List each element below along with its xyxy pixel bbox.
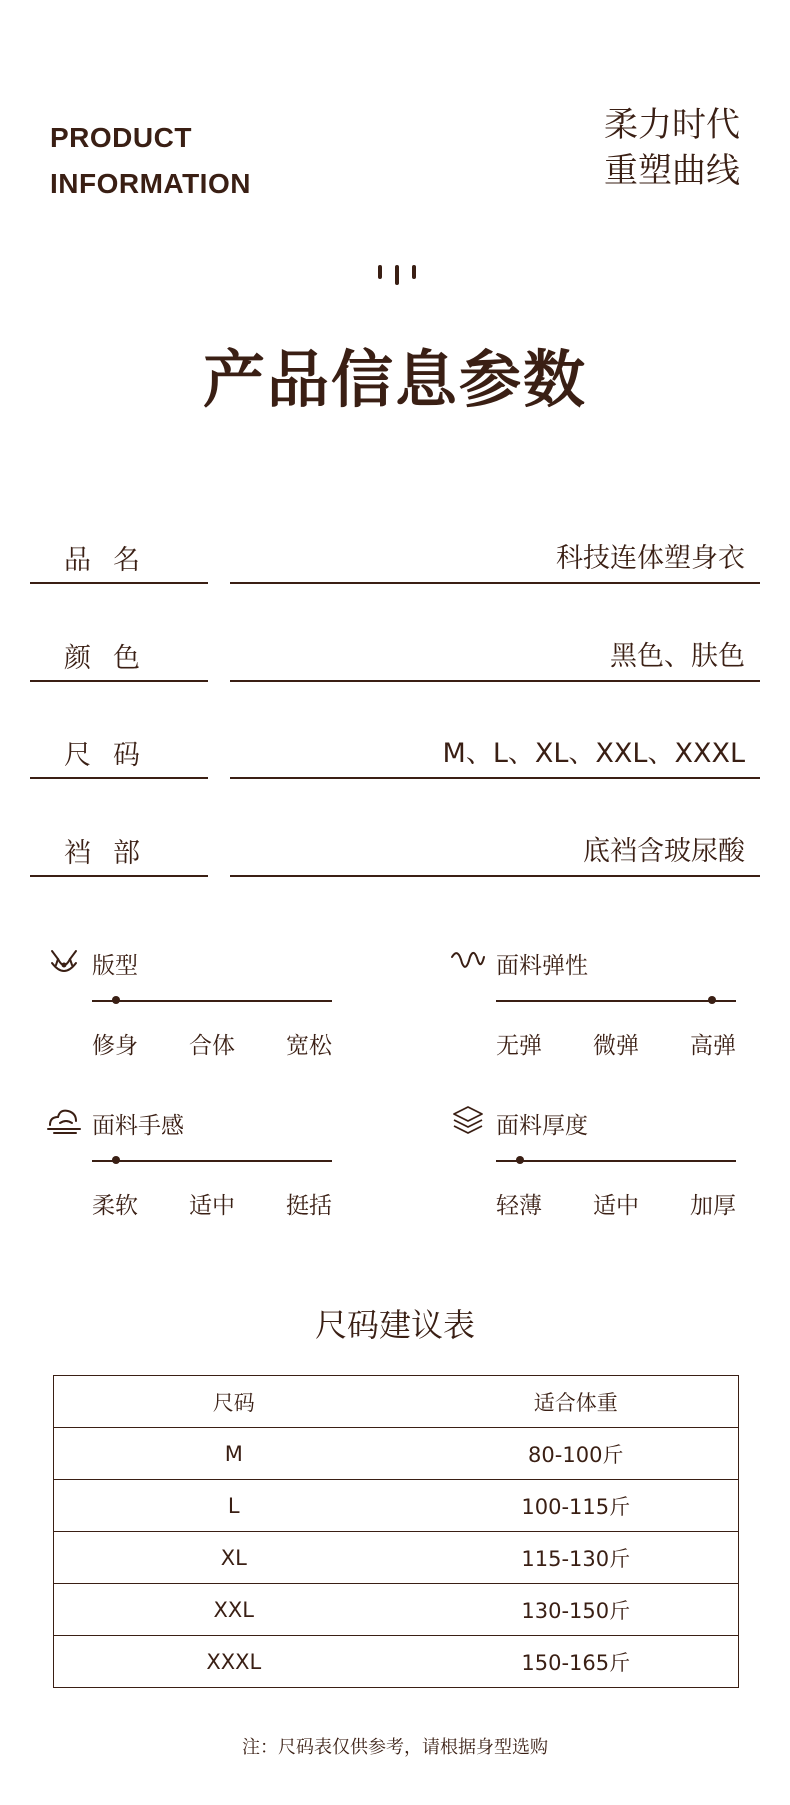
divider bbox=[230, 680, 760, 682]
table-cell: 100-115斤 bbox=[414, 1480, 739, 1532]
header-en-line2: INFORMATION bbox=[50, 168, 251, 199]
info-row-crotch bbox=[0, 813, 790, 911]
scale-marker bbox=[708, 996, 716, 1004]
scale-options bbox=[92, 1027, 332, 1060]
scale-option: 宽松 bbox=[286, 1033, 332, 1059]
header-slogan bbox=[604, 102, 740, 194]
scale-marker bbox=[112, 1156, 120, 1164]
table-cell: XL bbox=[54, 1532, 414, 1584]
slogan-line2: 重塑曲线 bbox=[604, 151, 740, 191]
footnote: 注：尺码表仅供参考，请根据身型选购 bbox=[242, 1737, 548, 1758]
table-cell: M bbox=[54, 1428, 414, 1480]
attr-title: 面料弹性 bbox=[496, 953, 588, 979]
table-cell: XXL bbox=[54, 1584, 414, 1636]
header-english-title bbox=[50, 115, 251, 207]
attr-elasticity bbox=[450, 943, 770, 1083]
divider bbox=[30, 875, 208, 877]
stretch-wave-icon bbox=[450, 943, 486, 979]
scale-option: 加厚 bbox=[690, 1193, 736, 1219]
info-label: 品名 bbox=[64, 545, 162, 576]
scale-option: 无弹 bbox=[496, 1033, 542, 1059]
attr-handfeel bbox=[46, 1103, 366, 1243]
divider bbox=[30, 777, 208, 779]
info-label: 裆部 bbox=[64, 838, 162, 869]
scale-option: 修身 bbox=[92, 1033, 138, 1059]
table-row bbox=[54, 1636, 739, 1688]
info-row-color bbox=[0, 618, 790, 716]
attr-title: 版型 bbox=[92, 953, 138, 979]
table-cell: XXXL bbox=[54, 1636, 414, 1688]
decorative-ticks-icon bbox=[378, 265, 416, 295]
info-value: M、L、XL、XXL、XXXL bbox=[442, 738, 745, 769]
layers-icon bbox=[450, 1103, 486, 1139]
table-row bbox=[54, 1428, 739, 1480]
table-header-row bbox=[54, 1376, 739, 1428]
table-row bbox=[54, 1532, 739, 1584]
attr-title: 面料手感 bbox=[92, 1113, 184, 1139]
scale-track bbox=[92, 1000, 332, 1002]
info-row-size bbox=[0, 715, 790, 813]
scale-marker bbox=[112, 996, 120, 1004]
scale-marker bbox=[516, 1156, 524, 1164]
size-table bbox=[53, 1375, 739, 1688]
info-label: 颜色 bbox=[64, 643, 162, 674]
divider bbox=[30, 680, 208, 682]
table-cell: 130-150斤 bbox=[414, 1584, 739, 1636]
figure-icon bbox=[46, 943, 82, 979]
scale-options bbox=[496, 1187, 736, 1220]
scale-option: 适中 bbox=[189, 1193, 235, 1219]
table-row bbox=[54, 1584, 739, 1636]
attr-fit bbox=[46, 943, 366, 1083]
scale-option: 合体 bbox=[189, 1033, 235, 1059]
divider bbox=[230, 875, 760, 877]
scale-options bbox=[496, 1027, 736, 1060]
scale-option: 柔软 bbox=[92, 1193, 138, 1219]
scale-option: 高弹 bbox=[690, 1033, 736, 1059]
header-en-line1: PRODUCT bbox=[50, 122, 192, 153]
info-label: 尺码 bbox=[64, 740, 162, 771]
page-title: 产品信息参数 bbox=[202, 343, 587, 416]
scale-track bbox=[496, 1000, 736, 1002]
divider bbox=[30, 582, 208, 584]
scale-options bbox=[92, 1187, 332, 1220]
scale-option: 适中 bbox=[593, 1193, 639, 1219]
info-value: 科技连体塑身衣 bbox=[556, 543, 745, 574]
table-row bbox=[54, 1480, 739, 1532]
scale-option: 挺括 bbox=[286, 1193, 332, 1219]
info-value: 底裆含玻尿酸 bbox=[583, 836, 745, 867]
table-cell: 80-100斤 bbox=[414, 1428, 739, 1480]
table-cell: 150-165斤 bbox=[414, 1636, 739, 1688]
size-table-title: 尺码建议表 bbox=[314, 1306, 475, 1344]
scale-option: 轻薄 bbox=[496, 1193, 542, 1219]
info-row-name bbox=[0, 520, 790, 618]
table-header: 尺码 bbox=[212, 1390, 255, 1415]
table-cell: L bbox=[54, 1480, 414, 1532]
cloud-hand-icon bbox=[46, 1103, 82, 1139]
divider bbox=[230, 777, 760, 779]
info-value: 黑色、肤色 bbox=[610, 641, 745, 672]
table-cell: 115-130斤 bbox=[414, 1532, 739, 1584]
scale-track bbox=[496, 1160, 736, 1162]
slogan-line1: 柔力时代 bbox=[604, 105, 740, 145]
divider bbox=[230, 582, 760, 584]
table-header: 适合体重 bbox=[533, 1390, 618, 1415]
attr-title: 面料厚度 bbox=[496, 1113, 588, 1139]
attr-thickness bbox=[450, 1103, 770, 1243]
scale-option: 微弹 bbox=[593, 1033, 639, 1059]
scale-track bbox=[92, 1160, 332, 1162]
